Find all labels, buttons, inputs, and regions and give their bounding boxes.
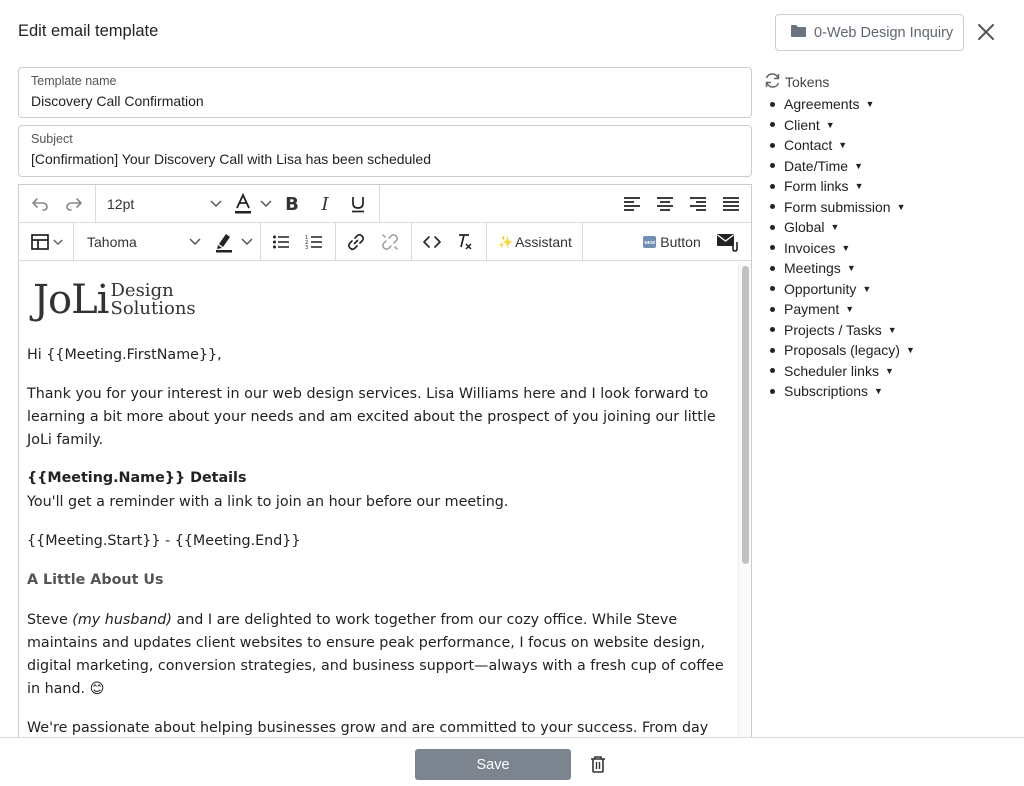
button-label: Button — [660, 234, 701, 250]
caret-down-icon: ▼ — [846, 263, 856, 273]
template-name-field[interactable] — [18, 67, 752, 118]
dialog-footer — [0, 737, 1024, 786]
chevron-down-icon — [189, 233, 201, 251]
svg-text:3: 3 — [305, 245, 309, 250]
subject-value[interactable]: [Confirmation] Your Discovery Call with Lisa has been scheduled — [31, 151, 431, 167]
company-logo — [33, 277, 196, 323]
align-center-icon[interactable] — [654, 185, 676, 223]
save-button[interactable]: Save — [415, 749, 571, 780]
caret-down-icon: ▼ — [825, 119, 835, 130]
italic-icon[interactable]: I — [321, 193, 329, 215]
caret-down-icon: ▼ — [854, 160, 863, 171]
align-right-icon[interactable] — [687, 185, 709, 223]
details-text: You'll get a reminder with a link to join an hour before our meeting. — [27, 494, 509, 510]
rich-text-editor[interactable] — [18, 184, 752, 744]
caret-down-icon: ▼ — [905, 345, 915, 355]
font-family-select[interactable] — [87, 223, 201, 261]
trash-icon[interactable] — [590, 755, 606, 773]
caret-down-icon: ▼ — [884, 365, 894, 376]
justify-icon[interactable] — [720, 185, 742, 223]
code-icon[interactable] — [421, 223, 443, 261]
token-item[interactable]: Proposals (legacy) ▼ — [770, 340, 915, 361]
scrollbar-thumb[interactable] — [742, 266, 749, 564]
token-item[interactable]: Agreements ▼ — [770, 94, 915, 115]
subject-label: Subject — [31, 132, 73, 146]
assistant-button[interactable] — [497, 223, 573, 261]
underline-icon[interactable] — [347, 185, 369, 223]
bullet-list-icon[interactable] — [270, 223, 292, 261]
caret-down-icon: ▼ — [854, 181, 864, 191]
token-item[interactable]: Meetings ▼ — [770, 258, 915, 279]
undo-icon[interactable] — [29, 185, 51, 223]
token-item[interactable]: Global ▼ — [770, 217, 915, 238]
token-item[interactable]: Payment ▼ — [770, 299, 915, 320]
token-item[interactable]: Scheduler links ▼ — [770, 361, 915, 382]
insert-button-button[interactable] — [641, 223, 703, 261]
toolbar-row-1 — [19, 185, 751, 223]
about-text-emphasis: (my husband) — [72, 612, 172, 628]
token-item[interactable]: Form links ▼ — [770, 176, 915, 197]
time-range-text: {{Meeting.Start}} - {{Meeting.End}} — [27, 533, 301, 549]
logo-main-text: JoLi — [33, 277, 109, 323]
unlink-icon[interactable] — [379, 223, 401, 261]
about-heading: A Little About Us — [27, 572, 164, 588]
text-color-chevron-icon[interactable] — [259, 185, 273, 223]
sparkle-icon: ✨ — [498, 235, 514, 249]
font-family-value: Tahoma — [87, 234, 137, 250]
folder-button[interactable] — [775, 14, 964, 51]
about-paragraph — [27, 609, 735, 701]
chevron-down-icon — [210, 195, 222, 213]
caret-down-icon: ▼ — [896, 201, 906, 212]
folder-icon — [790, 24, 807, 42]
dialog-title: Edit email template — [18, 22, 159, 40]
redo-icon[interactable] — [63, 185, 85, 223]
font-size-value: 12pt — [107, 196, 135, 212]
numbered-list-icon[interactable] — [303, 223, 325, 261]
logo-line-1: Design — [110, 280, 174, 301]
token-item[interactable]: Opportunity ▼ — [770, 279, 915, 300]
font-size-select[interactable] — [107, 185, 222, 223]
caret-down-icon: ▼ — [887, 324, 897, 335]
toolbar-row-2 — [19, 223, 751, 261]
caret-down-icon: ▼ — [845, 304, 855, 314]
close-icon[interactable] — [975, 21, 997, 43]
text-color-icon[interactable] — [232, 185, 254, 223]
tokens-heading: Tokens — [785, 74, 830, 90]
new-badge: NEW — [643, 236, 656, 248]
refresh-icon[interactable] — [764, 72, 781, 92]
subject-field[interactable] — [18, 125, 752, 177]
token-item[interactable]: Invoices ▼ — [770, 238, 915, 259]
link-icon[interactable] — [345, 223, 367, 261]
caret-down-icon: ▼ — [865, 99, 875, 109]
editor-scrollbar[interactable] — [738, 262, 751, 744]
caret-down-icon: ▼ — [841, 242, 851, 253]
template-name-label: Template name — [31, 74, 117, 88]
caret-down-icon: ▼ — [874, 386, 883, 396]
token-item[interactable]: Client ▼ — [770, 115, 915, 136]
details-heading: {{Meeting.Name}} Details — [27, 470, 247, 486]
svg-text:1: 1 — [305, 235, 309, 241]
token-item[interactable]: Form submission ▼ — [770, 197, 915, 218]
clear-format-icon[interactable] — [454, 223, 476, 261]
tokens-list — [770, 94, 915, 402]
highlight-icon[interactable] — [213, 223, 235, 261]
align-left-icon[interactable] — [621, 185, 643, 223]
logo-line-2: Solutions — [110, 298, 196, 319]
mail-attach-icon[interactable] — [716, 223, 740, 261]
caret-down-icon: ▼ — [862, 283, 872, 294]
bold-icon[interactable]: B — [285, 193, 299, 215]
assistant-label: Assistant — [515, 234, 572, 250]
greeting-text: Hi {{Meeting.FirstName}}, — [27, 347, 222, 363]
editor-content[interactable] — [19, 262, 737, 744]
about-text-start: Steve — [27, 612, 73, 628]
highlight-chevron-icon[interactable] — [240, 223, 254, 261]
caret-down-icon: ▼ — [838, 140, 848, 150]
token-item[interactable]: Projects / Tasks ▼ — [770, 320, 915, 341]
token-item[interactable]: Date/Time ▼ — [770, 156, 915, 177]
svg-text:2: 2 — [305, 240, 309, 246]
table-icon[interactable] — [29, 223, 65, 261]
about-text-rest: and I are delighted to work together from our cozy office. While Steve maintains and updates client websites to ensure peak performance, I focus on website design, digital marketing, conversion strategies, and business support—always with a fresh cup of coffee in hand. 😊 — [27, 612, 724, 697]
intro-paragraph: Thank you for your interest in our web design services. Lisa Williams here and I look forward to learning a bit more about your needs and am excited about the prospect of you joining our little JoLi family. — [27, 386, 716, 448]
token-item[interactable]: Contact ▼ — [770, 135, 915, 156]
tokens-header[interactable] — [764, 72, 829, 92]
folder-label: 0-Web Design Inquiry — [814, 24, 954, 41]
caret-down-icon: ▼ — [830, 222, 840, 232]
template-name-value[interactable]: Discovery Call Confirmation — [31, 93, 204, 109]
token-item[interactable]: Subscriptions ▼ — [770, 381, 915, 402]
next-paragraph: We're passionate about helping businesses grow and are committed to your success. From day — [27, 720, 709, 736]
